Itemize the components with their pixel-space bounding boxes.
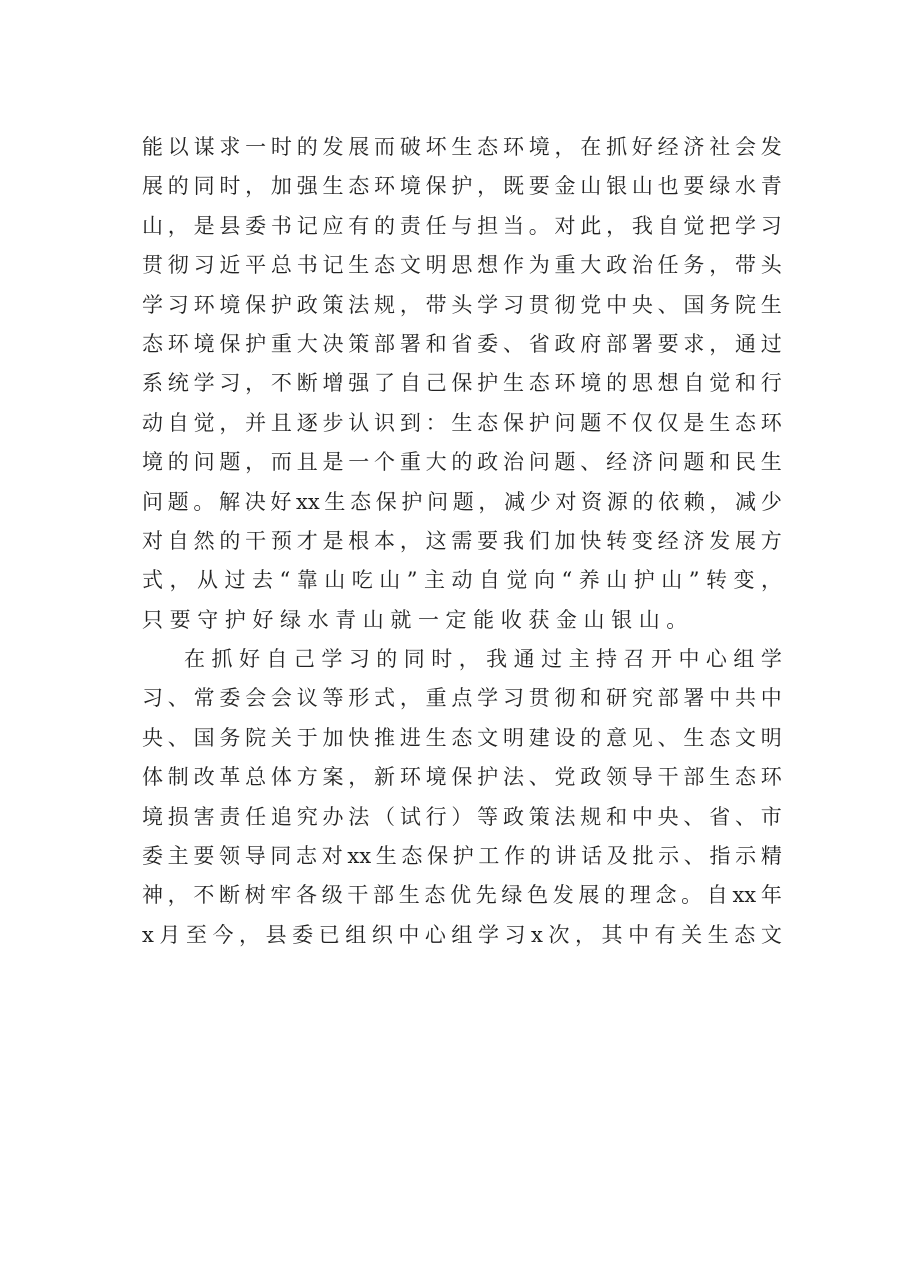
text-line: 态 环 境 保 护 重 大 决 策 部 署 和 省 委 、 省 政 府 部 署 要 求 ， 通 过 xyxy=(142,331,782,356)
text-line: x 月 至 今 ， 县 委 已 组 织 中 心 组 学 习 x 次 ， 其 中 有 关 生 态 文 xyxy=(142,922,782,947)
text-line: 学 习 环 境 保 护 政 策 法 规 ， 带 头 学 习 贯 彻 党 中 央 、 国 务 院 生 xyxy=(142,292,782,317)
text-line: 习 、 常 委 会 会 议 等 形 式 ， 重 点 学 习 贯 彻 和 研 究 部 署 中 共 中 xyxy=(142,686,782,711)
text-line: 神 ， 不 断 树 牢 各 级 干 部 生 态 优 先 绿 色 发 展 的 理 念 。 自 xx 年 xyxy=(142,883,782,908)
document-body xyxy=(142,128,782,955)
text-line: 系 统 学 习 ， 不 断 增 强 了 自 己 保 护 生 态 环 境 的 思 想 自 觉 和 行 xyxy=(142,371,782,396)
text-line: 对 自 然 的 干 预 才 是 根 本 ， 这 需 要 我 们 加 快 转 变 经 济 发 展 方 xyxy=(142,528,782,553)
text-line: 委 主 要 领 导 同 志 对 xx 生 态 保 护 工 作 的 讲 话 及 批 示 、 指 示 精 xyxy=(142,844,782,869)
text-line: 能 以 谋 求 一 时 的 发 展 而 破 坏 生 态 环 境 ， 在 抓 好 经 济 社 会 发 xyxy=(142,135,782,159)
text-line: 在 抓 好 自 己 学 习 的 同 时 ， 我 通 过 主 持 召 开 中 心 组 学 xyxy=(184,647,782,672)
text-line: 央 、 国 务 院 关 于 加 快 推 进 生 态 文 明 建 设 的 意 见 、 生 态 文 明 xyxy=(142,725,782,750)
text-line: 动 自 觉 ， 并 且 逐 步 认 识 到 ： 生 态 保 护 问 题 不 仅 仅 是 生 态 环 xyxy=(142,410,782,435)
text-line: 式 ， 从 过 去 “ 靠 山 吃 山 ” 主 动 自 觉 向 “ 养 山 护 山 ” 转 变 ， xyxy=(142,568,782,593)
text-line: 境 的 问 题 ， 而 且 是 一 个 重 大 的 政 治 问 题 、 经 济 问 题 和 民 生 xyxy=(142,450,782,475)
text-line: 境 损 害 责 任 追 究 办 法 （ 试 行 ） 等 政 策 法 规 和 中 央 、 省 、 市 xyxy=(142,804,782,829)
text-line: 问 题 。 解 决 好 xx 生 态 保 护 问 题 ， 减 少 对 资 源 的 依 赖 ， 减 少 xyxy=(142,489,782,514)
text-line: 只 要 守 护 好 绿 水 青 山 就 一 定 能 收 获 金 山 银 山 。 xyxy=(142,607,688,632)
text-line: 体 制 改 革 总 体 方 案 ， 新 环 境 保 护 法 、 党 政 领 导 干 部 生 态 环 xyxy=(142,765,782,790)
text-line: 展 的 同 时 ， 加 强 生 态 环 境 保 护 ， 既 要 金 山 银 山 也 要 绿 水 青 xyxy=(142,174,782,199)
text-line: 贯 彻 习 近 平 总 书 记 生 态 文 明 思 想 作 为 重 大 政 治 任 务 ， 带 头 xyxy=(142,253,782,278)
text-line: 山 ， 是 县 委 书 记 应 有 的 责 任 与 担 当 。 对 此 ， 我 自 觉 把 学 习 xyxy=(142,213,782,238)
